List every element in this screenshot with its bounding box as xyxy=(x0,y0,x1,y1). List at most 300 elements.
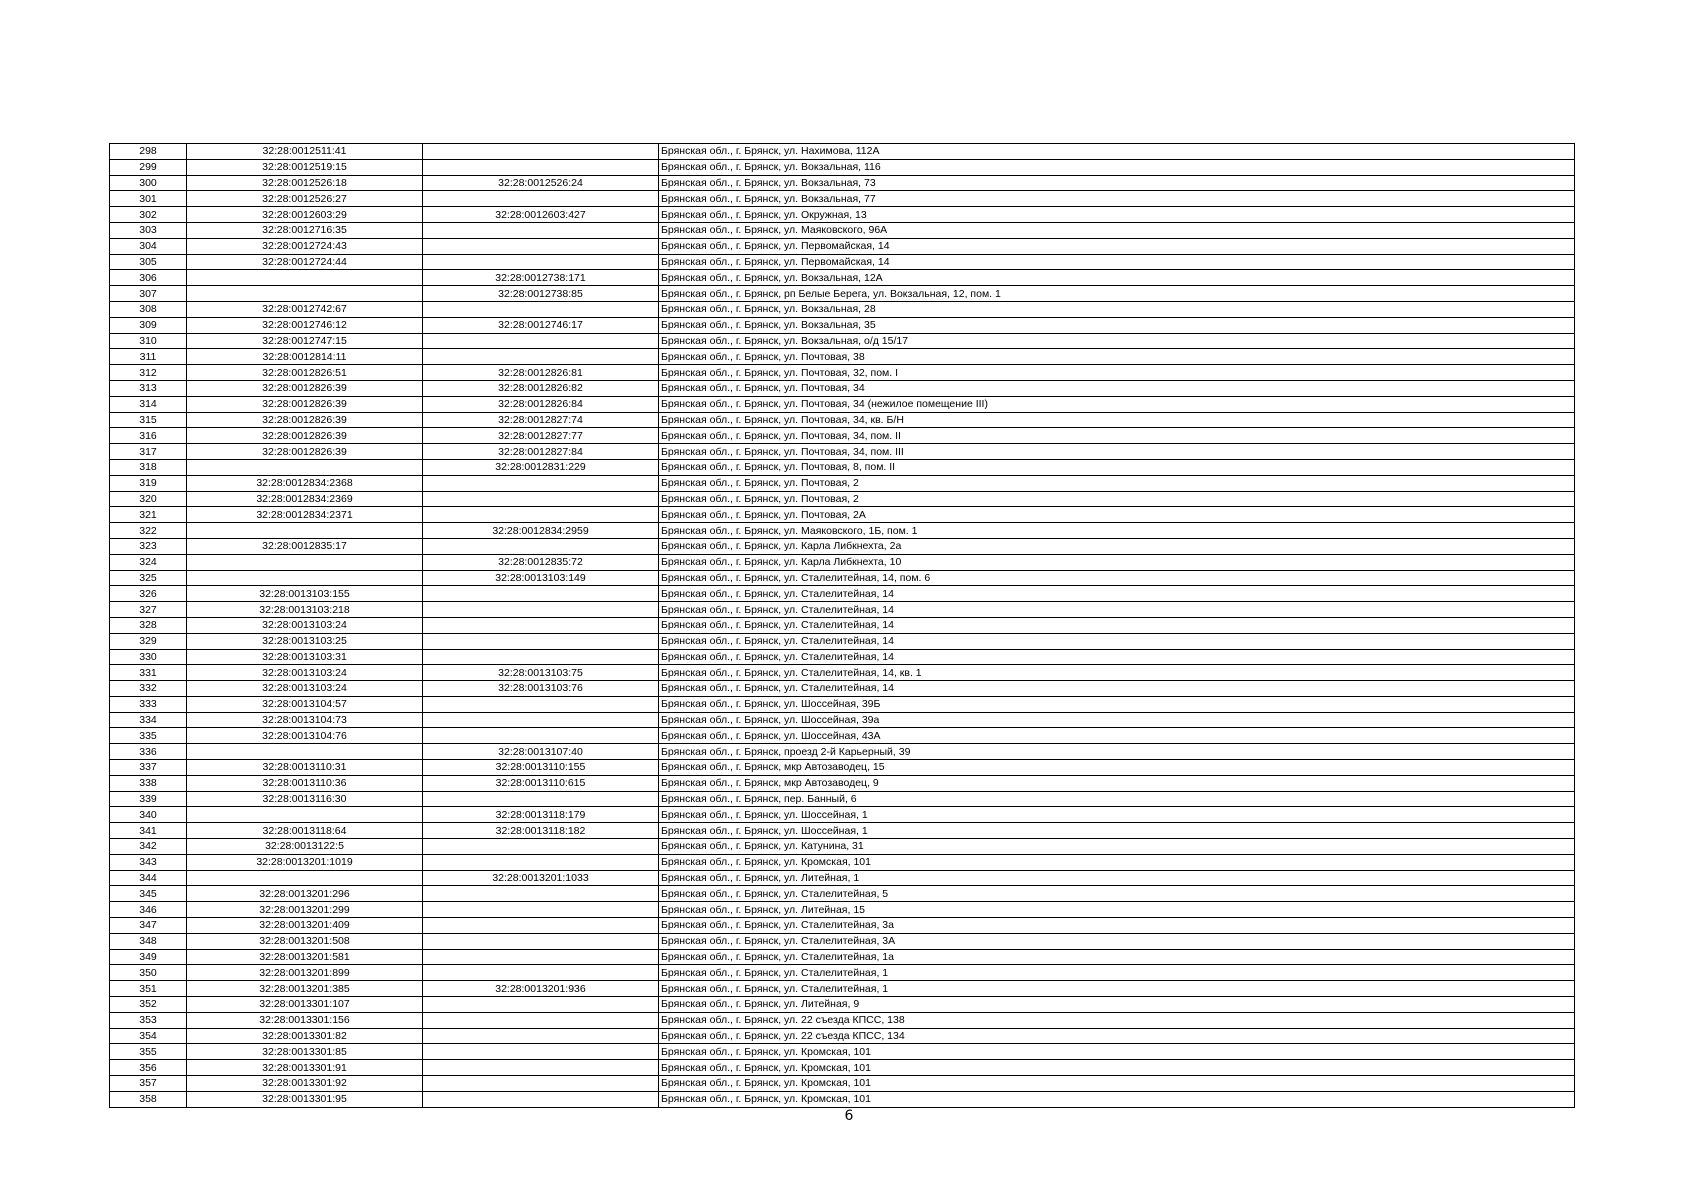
parcel-number-cell: 32:28:0012814:11 xyxy=(187,349,423,365)
object-number-cell: 32:28:0012835:72 xyxy=(423,554,659,570)
parcel-number-cell: 32:28:0012834:2368 xyxy=(187,475,423,491)
object-number-cell: 32:28:0012834:2959 xyxy=(423,523,659,539)
parcel-number-cell: 32:28:0013201:385 xyxy=(187,981,423,997)
address-cell: Брянская обл., г. Брянск, ул. Кромская, 101 xyxy=(659,1076,1575,1092)
object-number-cell: 32:28:0013103:75 xyxy=(423,665,659,681)
object-number-cell: 32:28:0013110:615 xyxy=(423,775,659,791)
parcel-number-cell: 32:28:0012834:2369 xyxy=(187,491,423,507)
address-cell: Брянская обл., г. Брянск, ул. Почтовая, 34, кв. Б/Н xyxy=(659,412,1575,428)
parcel-number-cell: 32:28:0013301:82 xyxy=(187,1028,423,1044)
object-number-cell xyxy=(423,159,659,175)
row-number-cell: 350 xyxy=(110,965,187,981)
parcel-number-cell: 32:28:0012826:39 xyxy=(187,396,423,412)
parcel-number-cell xyxy=(187,459,423,475)
parcel-number-cell: 32:28:0012747:15 xyxy=(187,333,423,349)
object-number-cell xyxy=(423,144,659,160)
address-cell: Брянская обл., г. Брянск, ул. Сталелитейная, 14 xyxy=(659,649,1575,665)
row-number-cell: 356 xyxy=(110,1060,187,1076)
row-number-cell: 329 xyxy=(110,633,187,649)
object-number-cell: 32:28:0012827:74 xyxy=(423,412,659,428)
parcel-number-cell: 32:28:0013201:508 xyxy=(187,933,423,949)
table-row xyxy=(110,144,1575,160)
row-number-cell: 343 xyxy=(110,854,187,870)
object-number-cell xyxy=(423,222,659,238)
table-row xyxy=(110,649,1575,665)
parcel-number-cell: 32:28:0013103:218 xyxy=(187,602,423,618)
parcel-number-cell: 32:28:0013104:76 xyxy=(187,728,423,744)
row-number-cell: 331 xyxy=(110,665,187,681)
row-number-cell: 311 xyxy=(110,349,187,365)
object-number-cell xyxy=(423,1044,659,1060)
object-number-cell: 32:28:0012826:81 xyxy=(423,365,659,381)
address-cell: Брянская обл., г. Брянск, ул. Почтовая, 32, пом. I xyxy=(659,365,1575,381)
parcel-number-cell xyxy=(187,744,423,760)
parcel-number-cell: 32:28:0013301:92 xyxy=(187,1076,423,1092)
parcel-number-cell: 32:28:0012746:12 xyxy=(187,317,423,333)
address-cell: Брянская обл., г. Брянск, ул. Вокзальная, 35 xyxy=(659,317,1575,333)
parcel-number-cell: 32:28:0013103:24 xyxy=(187,681,423,697)
row-number-cell: 354 xyxy=(110,1028,187,1044)
table-row xyxy=(110,886,1575,902)
object-number-cell: 32:28:0012526:24 xyxy=(423,175,659,191)
table-row xyxy=(110,760,1575,776)
table-row xyxy=(110,1060,1575,1076)
object-number-cell: 32:28:0013103:149 xyxy=(423,570,659,586)
row-number-cell: 317 xyxy=(110,444,187,460)
address-cell: Брянская обл., г. Брянск, ул. Вокзальная, 77 xyxy=(659,191,1575,207)
table-row xyxy=(110,317,1575,333)
address-cell: Брянская обл., г. Брянск, ул. Почтовая, 34 (нежилое помещение III) xyxy=(659,396,1575,412)
parcel-number-cell: 32:28:0013201:581 xyxy=(187,949,423,965)
address-cell: Брянская обл., г. Брянск, ул. Первомайская, 14 xyxy=(659,238,1575,254)
parcel-number-cell: 32:28:0013103:155 xyxy=(187,586,423,602)
address-cell: Брянская обл., г. Брянск, ул. Вокзальная, 73 xyxy=(659,175,1575,191)
row-number-cell: 322 xyxy=(110,523,187,539)
parcel-number-cell: 32:28:0013110:36 xyxy=(187,775,423,791)
row-number-cell: 340 xyxy=(110,807,187,823)
object-number-cell: 32:28:0012826:82 xyxy=(423,380,659,396)
row-number-cell: 339 xyxy=(110,791,187,807)
row-number-cell: 318 xyxy=(110,459,187,475)
row-number-cell: 298 xyxy=(110,144,187,160)
row-number-cell: 332 xyxy=(110,681,187,697)
row-number-cell: 336 xyxy=(110,744,187,760)
address-cell: Брянская обл., г. Брянск, ул. Шоссейная, 1 xyxy=(659,807,1575,823)
parcel-number-cell: 32:28:0013110:31 xyxy=(187,760,423,776)
address-cell: Брянская обл., г. Брянск, ул. Сталелитейная, 14, кв. 1 xyxy=(659,665,1575,681)
table-row xyxy=(110,997,1575,1013)
address-cell: Брянская обл., г. Брянск, ул. Сталелитейная, 14 xyxy=(659,617,1575,633)
parcel-number-cell: 32:28:0013103:24 xyxy=(187,665,423,681)
table-row xyxy=(110,965,1575,981)
address-cell: Брянская обл., г. Брянск, ул. Сталелитейная, 3а xyxy=(659,918,1575,934)
address-cell: Брянская обл., г. Брянск, ул. Сталелитейная, 1 xyxy=(659,965,1575,981)
address-cell: Брянская обл., г. Брянск, ул. Карла Либкнехта, 2а xyxy=(659,538,1575,554)
table-row xyxy=(110,933,1575,949)
object-number-cell: 32:28:0012826:84 xyxy=(423,396,659,412)
table-row xyxy=(110,538,1575,554)
parcel-number-cell: 32:28:0012826:39 xyxy=(187,380,423,396)
row-number-cell: 299 xyxy=(110,159,187,175)
object-number-cell: 32:28:0013107:40 xyxy=(423,744,659,760)
parcel-number-cell xyxy=(187,270,423,286)
address-cell: Брянская обл., г. Брянск, мкр Автозаводец, 9 xyxy=(659,775,1575,791)
row-number-cell: 334 xyxy=(110,712,187,728)
row-number-cell: 345 xyxy=(110,886,187,902)
parcel-number-cell: 32:28:0012511:41 xyxy=(187,144,423,160)
row-number-cell: 341 xyxy=(110,823,187,839)
table-row xyxy=(110,159,1575,175)
address-cell: Брянская обл., г. Брянск, ул. Вокзальная, 12А xyxy=(659,270,1575,286)
address-cell: Брянская обл., г. Брянск, проезд 2-й Карьерный, 39 xyxy=(659,744,1575,760)
row-number-cell: 309 xyxy=(110,317,187,333)
table-row xyxy=(110,254,1575,270)
table-row xyxy=(110,744,1575,760)
row-number-cell: 307 xyxy=(110,286,187,302)
row-number-cell: 351 xyxy=(110,981,187,997)
parcel-number-cell: 32:28:0013103:31 xyxy=(187,649,423,665)
object-number-cell xyxy=(423,617,659,633)
table-row xyxy=(110,854,1575,870)
parcel-number-cell: 32:28:0013301:107 xyxy=(187,997,423,1013)
object-number-cell xyxy=(423,586,659,602)
address-cell: Брянская обл., г. Брянск, ул. Сталелитейная, 1а xyxy=(659,949,1575,965)
address-cell: Брянская обл., г. Брянск, ул. Литейная, 1 xyxy=(659,870,1575,886)
parcel-number-cell: 32:28:0012826:39 xyxy=(187,428,423,444)
object-number-cell xyxy=(423,475,659,491)
object-number-cell xyxy=(423,507,659,523)
address-cell: Брянская обл., г. Брянск, ул. Почтовая, 34 xyxy=(659,380,1575,396)
address-cell: Брянская обл., г. Брянск, пер. Банный, 6 xyxy=(659,791,1575,807)
table-row xyxy=(110,207,1575,223)
row-number-cell: 313 xyxy=(110,380,187,396)
address-cell: Брянская обл., г. Брянск, ул. Окружная, 13 xyxy=(659,207,1575,223)
address-cell: Брянская обл., г. Брянск, ул. Сталелитейная, 14 xyxy=(659,586,1575,602)
object-number-cell xyxy=(423,254,659,270)
table-row xyxy=(110,681,1575,697)
object-number-cell xyxy=(423,997,659,1013)
row-number-cell: 306 xyxy=(110,270,187,286)
table-row xyxy=(110,412,1575,428)
parcel-number-cell: 32:28:0013201:409 xyxy=(187,918,423,934)
object-number-cell xyxy=(423,712,659,728)
object-number-cell xyxy=(423,886,659,902)
address-cell: Брянская обл., г. Брянск, ул. Кромская, 101 xyxy=(659,1044,1575,1060)
parcel-number-cell xyxy=(187,870,423,886)
address-cell: Брянская обл., г. Брянск, ул. Катунина, 31 xyxy=(659,839,1575,855)
address-cell: Брянская обл., г. Брянск, ул. Сталелитейная, 5 xyxy=(659,886,1575,902)
parcel-number-cell: 32:28:0013201:299 xyxy=(187,902,423,918)
address-cell: Брянская обл., г. Брянск, ул. Почтовая, 2 xyxy=(659,475,1575,491)
table-row xyxy=(110,333,1575,349)
row-number-cell: 352 xyxy=(110,997,187,1013)
parcel-number-cell: 32:28:0012835:17 xyxy=(187,538,423,554)
object-number-cell: 32:28:0012827:77 xyxy=(423,428,659,444)
address-cell: Брянская обл., г. Брянск, ул. Сталелитейная, 14, пом. 6 xyxy=(659,570,1575,586)
parcel-number-cell: 32:28:0013201:1019 xyxy=(187,854,423,870)
table-row xyxy=(110,365,1575,381)
table-row xyxy=(110,491,1575,507)
table-row xyxy=(110,301,1575,317)
row-number-cell: 324 xyxy=(110,554,187,570)
row-number-cell: 348 xyxy=(110,933,187,949)
address-cell: Брянская обл., г. Брянск, ул. Почтовая, 2 xyxy=(659,491,1575,507)
table-row xyxy=(110,633,1575,649)
object-number-cell xyxy=(423,649,659,665)
row-number-cell: 333 xyxy=(110,696,187,712)
parcel-number-cell: 32:28:0013103:25 xyxy=(187,633,423,649)
page-number: 6 xyxy=(844,1108,854,1124)
table-row xyxy=(110,270,1575,286)
parcel-number-cell: 32:28:0013201:296 xyxy=(187,886,423,902)
row-number-cell: 342 xyxy=(110,839,187,855)
table-row xyxy=(110,222,1575,238)
parcel-number-cell: 32:28:0012826:51 xyxy=(187,365,423,381)
object-number-cell xyxy=(423,238,659,254)
table-body xyxy=(110,144,1575,1108)
object-number-cell xyxy=(423,1028,659,1044)
row-number-cell: 349 xyxy=(110,949,187,965)
row-number-cell: 315 xyxy=(110,412,187,428)
address-cell: Брянская обл., г. Брянск, ул. 22 съезда КПСС, 134 xyxy=(659,1028,1575,1044)
object-number-cell xyxy=(423,696,659,712)
address-cell: Брянская обл., г. Брянск, ул. Почтовая, 8, пом. II xyxy=(659,459,1575,475)
parcel-number-cell: 32:28:0012716:35 xyxy=(187,222,423,238)
address-cell: Брянская обл., г. Брянск, ул. Кромская, 101 xyxy=(659,1091,1575,1107)
table-row xyxy=(110,286,1575,302)
row-number-cell: 326 xyxy=(110,586,187,602)
object-number-cell xyxy=(423,301,659,317)
parcel-number-cell: 32:28:0012519:15 xyxy=(187,159,423,175)
row-number-cell: 328 xyxy=(110,617,187,633)
parcel-number-cell: 32:28:0013301:95 xyxy=(187,1091,423,1107)
table-row xyxy=(110,349,1575,365)
parcel-number-cell: 32:28:0013118:64 xyxy=(187,823,423,839)
address-cell: Брянская обл., г. Брянск, ул. Шоссейная, 43А xyxy=(659,728,1575,744)
address-cell: Брянская обл., г. Брянск, ул. Почтовая, 2А xyxy=(659,507,1575,523)
parcel-number-cell: 32:28:0013301:91 xyxy=(187,1060,423,1076)
object-number-cell: 32:28:0012738:85 xyxy=(423,286,659,302)
parcel-number-cell: 32:28:0013103:24 xyxy=(187,617,423,633)
row-number-cell: 314 xyxy=(110,396,187,412)
table-row xyxy=(110,428,1575,444)
table-row xyxy=(110,1091,1575,1107)
table-row xyxy=(110,1076,1575,1092)
address-cell: Брянская обл., г. Брянск, ул. Кромская, 101 xyxy=(659,1060,1575,1076)
object-number-cell xyxy=(423,902,659,918)
row-number-cell: 308 xyxy=(110,301,187,317)
row-number-cell: 325 xyxy=(110,570,187,586)
table-row xyxy=(110,902,1575,918)
row-number-cell: 344 xyxy=(110,870,187,886)
address-cell: Брянская обл., г. Брянск, ул. Маяковского, 1Б, пом. 1 xyxy=(659,523,1575,539)
object-number-cell xyxy=(423,538,659,554)
row-number-cell: 323 xyxy=(110,538,187,554)
row-number-cell: 330 xyxy=(110,649,187,665)
parcel-number-cell: 32:28:0013104:73 xyxy=(187,712,423,728)
address-cell: Брянская обл., г. Брянск, ул. Шоссейная, 39Б xyxy=(659,696,1575,712)
table-row xyxy=(110,191,1575,207)
row-number-cell: 320 xyxy=(110,491,187,507)
table-row xyxy=(110,949,1575,965)
row-number-cell: 335 xyxy=(110,728,187,744)
row-number-cell: 353 xyxy=(110,1012,187,1028)
address-cell: Брянская обл., г. Брянск, ул. Почтовая, 34, пом. II xyxy=(659,428,1575,444)
row-number-cell: 346 xyxy=(110,902,187,918)
address-cell: Брянская обл., г. Брянск, ул. Вокзальная, 28 xyxy=(659,301,1575,317)
object-number-cell: 32:28:0013118:179 xyxy=(423,807,659,823)
table-row xyxy=(110,728,1575,744)
object-number-cell xyxy=(423,949,659,965)
object-number-cell xyxy=(423,602,659,618)
parcel-number-cell xyxy=(187,286,423,302)
table-row xyxy=(110,665,1575,681)
object-number-cell xyxy=(423,854,659,870)
address-cell: Брянская обл., г. Брянск, ул. 22 съезда КПСС, 138 xyxy=(659,1012,1575,1028)
address-cell: Брянская обл., г. Брянск, ул. Сталелитейная, 14 xyxy=(659,602,1575,618)
object-number-cell xyxy=(423,839,659,855)
address-cell: Брянская обл., г. Брянск, ул. Маяковского, 96А xyxy=(659,222,1575,238)
row-number-cell: 310 xyxy=(110,333,187,349)
address-cell: Брянская обл., г. Брянск, ул. Литейная, 9 xyxy=(659,997,1575,1013)
parcel-number-cell: 32:28:0012834:2371 xyxy=(187,507,423,523)
table-row xyxy=(110,823,1575,839)
table-row xyxy=(110,981,1575,997)
address-cell: Брянская обл., г. Брянск, рп Белые Берега, ул. Вокзальная, 12, пом. 1 xyxy=(659,286,1575,302)
object-number-cell xyxy=(423,728,659,744)
table-row xyxy=(110,602,1575,618)
parcel-number-cell: 32:28:0012826:39 xyxy=(187,412,423,428)
address-cell: Брянская обл., г. Брянск, ул. Кромская, 101 xyxy=(659,854,1575,870)
row-number-cell: 357 xyxy=(110,1076,187,1092)
table-row xyxy=(110,1028,1575,1044)
parcel-number-cell: 32:28:0012724:44 xyxy=(187,254,423,270)
object-number-cell xyxy=(423,333,659,349)
address-cell: Брянская обл., г. Брянск, ул. Сталелитейная, 14 xyxy=(659,633,1575,649)
object-number-cell: 32:28:0012738:171 xyxy=(423,270,659,286)
parcel-number-cell: 32:28:0013122:5 xyxy=(187,839,423,855)
object-number-cell: 32:28:0012603:427 xyxy=(423,207,659,223)
table-row xyxy=(110,175,1575,191)
parcel-number-cell: 32:28:0013116:30 xyxy=(187,791,423,807)
table-row xyxy=(110,396,1575,412)
address-cell: Брянская обл., г. Брянск, ул. Вокзальная, о/д 15/17 xyxy=(659,333,1575,349)
parcel-number-cell: 32:28:0013301:85 xyxy=(187,1044,423,1060)
row-number-cell: 347 xyxy=(110,918,187,934)
row-number-cell: 316 xyxy=(110,428,187,444)
object-number-cell: 32:28:0013201:936 xyxy=(423,981,659,997)
table-row xyxy=(110,459,1575,475)
object-number-cell: 32:28:0013103:76 xyxy=(423,681,659,697)
address-cell: Брянская обл., г. Брянск, ул. Почтовая, 34, пом. III xyxy=(659,444,1575,460)
table-row xyxy=(110,839,1575,855)
row-number-cell: 305 xyxy=(110,254,187,270)
table-row xyxy=(110,380,1575,396)
object-number-cell: 32:28:0013201:1033 xyxy=(423,870,659,886)
parcel-number-cell: 32:28:0013201:899 xyxy=(187,965,423,981)
object-number-cell xyxy=(423,1012,659,1028)
address-cell: Брянская обл., г. Брянск, ул. Сталелитейная, 1 xyxy=(659,981,1575,997)
object-number-cell xyxy=(423,1091,659,1107)
table-row xyxy=(110,523,1575,539)
object-number-cell xyxy=(423,491,659,507)
object-number-cell xyxy=(423,1076,659,1092)
parcel-number-cell: 32:28:0012526:18 xyxy=(187,175,423,191)
table-row xyxy=(110,617,1575,633)
parcel-number-cell xyxy=(187,570,423,586)
row-number-cell: 304 xyxy=(110,238,187,254)
table-row xyxy=(110,712,1575,728)
object-number-cell xyxy=(423,191,659,207)
object-number-cell xyxy=(423,965,659,981)
table-row xyxy=(110,475,1575,491)
table-row xyxy=(110,791,1575,807)
address-cell: Брянская обл., г. Брянск, ул. Вокзальная, 116 xyxy=(659,159,1575,175)
parcel-number-cell: 32:28:0013301:156 xyxy=(187,1012,423,1028)
parcel-number-cell xyxy=(187,554,423,570)
address-cell: Брянская обл., г. Брянск, ул. Литейная, 15 xyxy=(659,902,1575,918)
object-number-cell: 32:28:0012831:229 xyxy=(423,459,659,475)
object-number-cell xyxy=(423,933,659,949)
object-number-cell: 32:28:0012827:84 xyxy=(423,444,659,460)
table-row xyxy=(110,444,1575,460)
object-number-cell: 32:28:0013110:155 xyxy=(423,760,659,776)
object-number-cell xyxy=(423,349,659,365)
row-number-cell: 301 xyxy=(110,191,187,207)
row-number-cell: 303 xyxy=(110,222,187,238)
table-row xyxy=(110,775,1575,791)
address-cell: Брянская обл., г. Брянск, ул. Первомайская, 14 xyxy=(659,254,1575,270)
row-number-cell: 321 xyxy=(110,507,187,523)
address-cell: Брянская обл., г. Брянск, ул. Шоссейная, 1 xyxy=(659,823,1575,839)
table-row xyxy=(110,507,1575,523)
address-cell: Брянская обл., г. Брянск, ул. Карла Либкнехта, 10 xyxy=(659,554,1575,570)
table-row xyxy=(110,1012,1575,1028)
address-cell: Брянская обл., г. Брянск, ул. Сталелитейная, 14 xyxy=(659,681,1575,697)
row-number-cell: 337 xyxy=(110,760,187,776)
row-number-cell: 319 xyxy=(110,475,187,491)
address-cell: Брянская обл., г. Брянск, ул. Сталелитейная, 3А xyxy=(659,933,1575,949)
parcel-number-cell xyxy=(187,523,423,539)
row-number-cell: 300 xyxy=(110,175,187,191)
parcel-number-cell: 32:28:0012526:27 xyxy=(187,191,423,207)
address-cell: Брянская обл., г. Брянск, ул. Нахимова, 112А xyxy=(659,144,1575,160)
parcel-number-cell: 32:28:0012742:67 xyxy=(187,301,423,317)
object-number-cell xyxy=(423,1060,659,1076)
table-row xyxy=(110,807,1575,823)
parcel-number-cell: 32:28:0013104:57 xyxy=(187,696,423,712)
table-row xyxy=(110,870,1575,886)
object-number-cell xyxy=(423,918,659,934)
row-number-cell: 355 xyxy=(110,1044,187,1060)
row-number-cell: 312 xyxy=(110,365,187,381)
table-row xyxy=(110,918,1575,934)
table-row xyxy=(110,586,1575,602)
object-number-cell: 32:28:0013118:182 xyxy=(423,823,659,839)
table-row xyxy=(110,554,1575,570)
address-cell: Брянская обл., г. Брянск, ул. Шоссейная, 39а xyxy=(659,712,1575,728)
table-row xyxy=(110,1044,1575,1060)
parcel-number-cell: 32:28:0012603:29 xyxy=(187,207,423,223)
row-number-cell: 327 xyxy=(110,602,187,618)
parcel-number-cell: 32:28:0012826:39 xyxy=(187,444,423,460)
object-number-cell: 32:28:0012746:17 xyxy=(423,317,659,333)
object-number-cell xyxy=(423,791,659,807)
address-cell: Брянская обл., г. Брянск, ул. Почтовая, 38 xyxy=(659,349,1575,365)
object-number-cell xyxy=(423,633,659,649)
parcel-number-cell: 32:28:0012724:43 xyxy=(187,238,423,254)
parcel-number-cell xyxy=(187,807,423,823)
